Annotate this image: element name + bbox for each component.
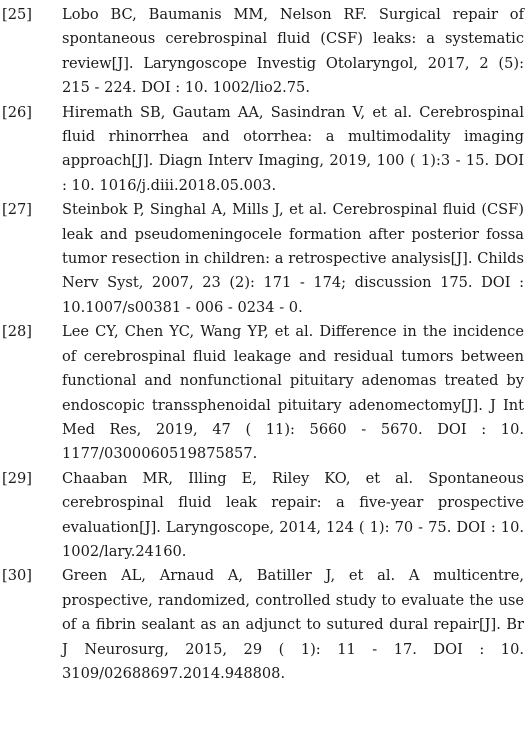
reference-text: Steinbok P, Singhal A, Mills J, et al. Cerebrospinal fluid (CSF) leak and pseudomeningocele formation after posterior fossa tumor resection in children: a retrospective analysis[J]. Childs Nerv Syst, 2007, 23 (2): 171 - 174; discussion 175. DOI : 10.1007/s00381 - 006 - 0234 - 0. xyxy=(62,201,524,316)
reference-list xyxy=(0,3,529,686)
reference-text: Lobo BC, Baumanis MM, Nelson RF. Surgical repair of spontaneous cerebrospinal fluid (CSF) leaks: a systematic review[J]. Laryngoscope Investig Otolaryngol, 2017, 2 (5): 215 - 224. DOI : 10. 1002/lio2.75. xyxy=(62,6,524,97)
reference-number: [28] xyxy=(2,323,32,341)
reference-item xyxy=(0,198,529,320)
reference-item xyxy=(0,101,529,199)
reference-item xyxy=(0,3,529,101)
reference-number: [26] xyxy=(2,103,32,121)
reference-number: [25] xyxy=(2,6,32,23)
reference-text: Chaaban MR, Illing E, Riley KO, et al. Spontaneous cerebrospinal fluid leak repair: a five-year prospective evaluation[J]. Laryngoscope, 2014, 124 ( 1): 70 - 75. DOI : 10. 1002/lary.24160. xyxy=(62,469,524,560)
reference-number: [29] xyxy=(2,469,32,487)
reference-item xyxy=(0,467,529,565)
reference-item xyxy=(0,564,529,686)
reference-text: Hiremath SB, Gautam AA, Sasindran V, et al. Cerebrospinal fluid rhinorrhea and otorrhea: a multimodality imaging approach[J]. Diagn Interv Imaging, 2019, 100 ( 1):3 - 15. DOI : 10. 1016/j.diii.2018.05.003. xyxy=(62,103,524,194)
reference-text: Lee CY, Chen YC, Wang YP, et al. Difference in the incidence of cerebrospinal fluid leakage and residual tumors between functional and nonfunctional pituitary adenomas treated by endoscopic transsphenoidal pituitary adenomectomy[J]. J Int Med Res, 2019, 47 ( 11): 5660 - 5670. DOI : 10. 1177/0300060519875857. xyxy=(62,323,524,463)
reference-text: Green AL, Arnaud A, Batiller J, et al. A multicentre, prospective, randomized, controlled study to evaluate the use of a fibrin sealant as an adjunct to sutured dural repair[J]. Br J Neurosurg, 2015, 29 ( 1): 11 - 17. DOI : 10. 3109/02688697.2014.948808. xyxy=(62,567,524,682)
reference-number: [27] xyxy=(2,201,32,219)
reference-item xyxy=(0,320,529,466)
reference-number: [30] xyxy=(2,567,32,585)
